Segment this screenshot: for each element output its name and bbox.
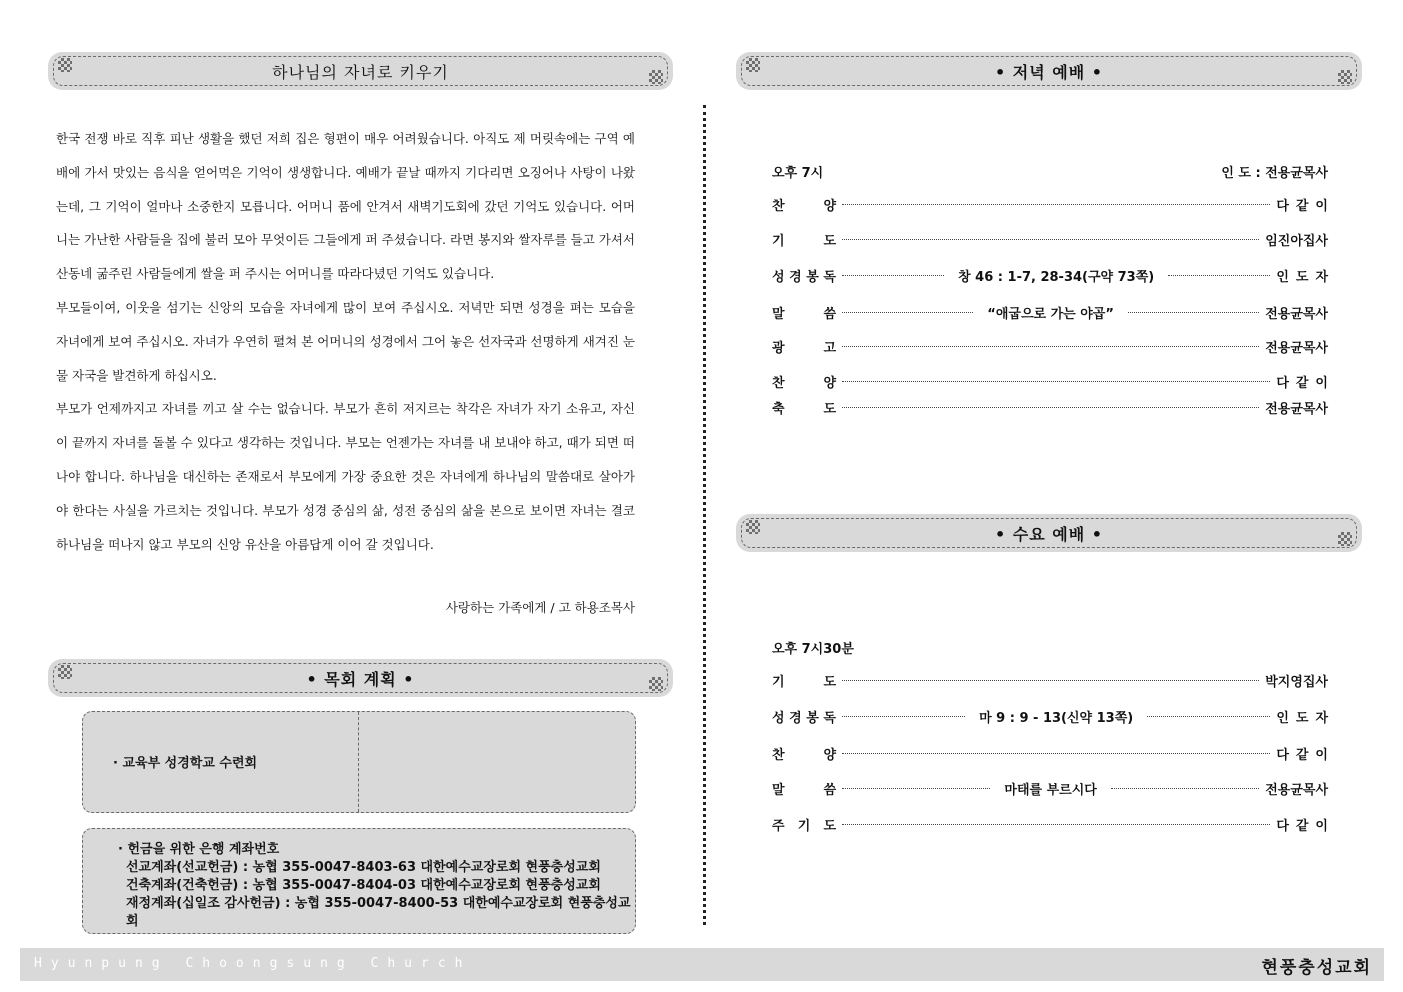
order-label-char: 말 bbox=[772, 306, 785, 322]
dot-leader bbox=[842, 239, 1259, 240]
order-label-char: 축 bbox=[772, 401, 785, 417]
order-label bbox=[772, 707, 836, 726]
bank-heading: · 헌금을 위한 은행 계좌번호 bbox=[118, 842, 280, 857]
order-row bbox=[772, 706, 1336, 726]
order-label-char: 봉 bbox=[806, 269, 819, 285]
order-row bbox=[772, 265, 1336, 285]
evening-title: • 저녁 예배 • bbox=[995, 62, 1103, 82]
order-label-char: 기 bbox=[797, 818, 811, 834]
order-person: 인도자 bbox=[1276, 710, 1336, 726]
order-label bbox=[772, 398, 836, 417]
order-person: 전용균목사 bbox=[1265, 306, 1328, 322]
order-label bbox=[772, 266, 836, 285]
dot-leader bbox=[842, 716, 965, 717]
order-person: 다같이 bbox=[1276, 818, 1335, 834]
order-label-char: 도 bbox=[823, 401, 836, 417]
article-signature: 사랑하는 가족에게 / 고 하용조목사 bbox=[445, 600, 635, 615]
order-label-char: 씀 bbox=[823, 306, 836, 322]
order-person: 다같이 bbox=[1276, 747, 1335, 763]
order-row bbox=[772, 743, 1335, 763]
order-label bbox=[772, 337, 836, 356]
order-row bbox=[772, 302, 1328, 322]
dot-leader bbox=[842, 824, 1270, 825]
order-label bbox=[772, 195, 836, 214]
order-person: 인도자 bbox=[1276, 269, 1336, 285]
order-label bbox=[772, 230, 836, 249]
plan-box bbox=[82, 711, 636, 813]
order-row bbox=[772, 371, 1335, 391]
order-label-char: 씀 bbox=[823, 782, 836, 798]
wednesday-title: • 수요 예배 • bbox=[995, 524, 1103, 544]
order-detail: 창 46 : 1-7, 28-34(구약 73쪽) bbox=[958, 269, 1155, 285]
wednesday-time: 오후 7시30분 bbox=[772, 642, 854, 657]
plan-item: · 교육부 성경학교 수련회 bbox=[113, 756, 258, 771]
order-person: 임진아집사 bbox=[1265, 233, 1328, 249]
evening-banner bbox=[736, 52, 1362, 90]
dot-leader bbox=[842, 204, 1270, 205]
bank-account-mission: 선교계좌(선교헌금) : 농협 355-0047-8403-63 대한예수교장로회 현풍충성교회 bbox=[126, 860, 601, 875]
order-label-char: 찬 bbox=[772, 375, 785, 391]
order-label-char: 도 bbox=[823, 674, 836, 690]
order-label bbox=[772, 303, 836, 322]
order-label bbox=[772, 815, 836, 834]
order-label-char: 기 bbox=[772, 674, 785, 690]
order-person: 전용균목사 bbox=[1265, 340, 1328, 356]
order-label-char: 성 bbox=[772, 710, 785, 726]
order-row bbox=[772, 670, 1328, 690]
dot-leader bbox=[842, 753, 1270, 754]
order-label-char: 독 bbox=[823, 269, 836, 285]
article-paragraph: 부모가 언제까지고 자녀를 끼고 살 수는 없습니다. 부모가 흔히 저지르는 착각은 자녀가 자기 소유고, 자신이 끝까지 자녀를 돌볼 수 있다고 생각하는 것입니다. 부모는 언젠가는 자녀를 내 보내야 하고, 때가 되면 떠나야 합니다. 하나님을 대신하는 존재로서 부모에게 가장 중요한 것은 자녀에게 하나님의 말씀대로 살아가야 한다는 사실을 가르치는 것입니다. 부모가 성경 중심의 삶, 성전 중심의 삶을 본으로 보이면 자녀는 결코 하나님을 떠나지 않고 부모의 신앙 유산을 아름답게 이어 갈 것입니다. bbox=[56, 401, 635, 552]
page-title: 하나님의 자녀로 키우기 bbox=[272, 62, 449, 82]
order-label-char: 양 bbox=[823, 747, 836, 763]
footer-korean-name: 현풍충성교회 bbox=[1261, 958, 1372, 978]
order-detail: “애굽으로 가는 야곱” bbox=[987, 306, 1114, 322]
dot-leader bbox=[842, 680, 1259, 681]
order-row bbox=[772, 397, 1328, 417]
bank-account-building: 건축계좌(건축헌금) : 농협 355-0047-8404-03 대한예수교장로회 현풍충성교회 bbox=[126, 878, 601, 893]
order-label bbox=[772, 744, 836, 763]
order-person: 전용균목사 bbox=[1265, 782, 1329, 798]
order-label-char: 찬 bbox=[772, 747, 785, 763]
order-label bbox=[772, 372, 836, 391]
order-label-char: 주 bbox=[772, 818, 785, 834]
column-divider bbox=[703, 105, 706, 925]
plan-title: • 목회 계획 • bbox=[306, 669, 415, 689]
dot-leader bbox=[842, 275, 944, 276]
bank-box bbox=[82, 828, 636, 934]
article-body bbox=[56, 122, 635, 561]
order-label-char: 말 bbox=[772, 782, 785, 798]
footer-english-name: Hyunpung Choongsung Church bbox=[34, 956, 472, 971]
order-label bbox=[772, 671, 836, 690]
article-paragraph: 한국 전쟁 바로 직후 피난 생활을 했던 저희 집은 형편이 매우 어려웠습니다. 아직도 제 머릿속에는 구역 예배에 가서 맛있는 음식을 얻어먹은 기억이 생생합니다. 예배가 끝날 때까지 기다리면 오징어나 사탕이 나왔는데, 그 기억이 얼마나 소중한지 모릅니다. 어머니 품에 안겨서 새벽기도회에 갔던 기억도 있습니다. 어머니는 가난한 사람들을 집에 불러 모아 무엇이든 그들에게 퍼 주셨습니다. 라면 봉지와 쌀자루를 들고 가셔서 산동네 굶주린 사람들에게 쌀을 퍼 주시는 어머니를 따라다녔던 기억도 있습니다. bbox=[56, 131, 635, 282]
order-label-char: 독 bbox=[823, 710, 836, 726]
main-title-banner bbox=[48, 52, 673, 90]
order-label-char: 양 bbox=[823, 198, 836, 214]
dot-leader bbox=[1168, 275, 1270, 276]
order-row bbox=[772, 336, 1328, 356]
dot-leader bbox=[1111, 788, 1259, 789]
evening-leader: 인 도 : 전용균목사 bbox=[1221, 166, 1328, 181]
order-label-char: 경 bbox=[789, 710, 802, 726]
order-detail: 마 9 : 9 - 13(신약 13쪽) bbox=[979, 710, 1134, 726]
dot-leader bbox=[1128, 312, 1259, 313]
order-label-char: 경 bbox=[789, 269, 802, 285]
plan-divider bbox=[358, 712, 359, 812]
dot-leader bbox=[842, 381, 1270, 382]
order-label-char: 도 bbox=[823, 818, 836, 834]
order-person: 전용균목사 bbox=[1265, 401, 1328, 417]
order-label bbox=[772, 779, 836, 798]
order-person: 다같이 bbox=[1276, 198, 1335, 214]
wednesday-banner bbox=[736, 514, 1362, 552]
plan-banner bbox=[48, 659, 673, 697]
order-detail: 마태를 부르시다 bbox=[1004, 782, 1097, 798]
order-label-char: 양 bbox=[823, 375, 836, 391]
order-label-char: 성 bbox=[772, 269, 785, 285]
order-person: 박지영집사 bbox=[1265, 674, 1328, 690]
order-label-char: 고 bbox=[823, 340, 836, 356]
order-row bbox=[772, 778, 1328, 798]
order-row bbox=[772, 229, 1328, 249]
dot-leader bbox=[1147, 716, 1270, 717]
dot-leader bbox=[842, 346, 1259, 347]
dot-leader bbox=[842, 312, 973, 313]
order-row bbox=[772, 814, 1335, 834]
order-person: 다같이 bbox=[1276, 375, 1335, 391]
order-label-char: 기 bbox=[772, 233, 785, 249]
evening-time: 오후 7시 bbox=[772, 166, 824, 181]
order-label-char: 찬 bbox=[772, 198, 785, 214]
dot-leader bbox=[842, 788, 990, 789]
bank-account-finance: 재정계좌(십일조 감사헌금) : 농협 355-0047-8400-53 대한예수교장로회 현풍충성교회 bbox=[126, 896, 631, 929]
order-label-char: 봉 bbox=[806, 710, 819, 726]
footer-bar bbox=[20, 948, 1384, 981]
article-paragraph: 부모들이여, 이웃을 섬기는 신앙의 모습을 자녀에게 많이 보여 주십시오. 저녁만 되면 성경을 펴는 모습을 자녀에게 보여 주십시오. 자녀가 우연히 펼쳐 본 어머니의 성경에서 그어 놓은 선자국과 선명하게 새겨진 눈물 자국을 발견하게 하십시오. bbox=[56, 299, 635, 383]
order-label-char: 광 bbox=[772, 340, 785, 356]
dot-leader bbox=[842, 407, 1259, 408]
order-label-char: 도 bbox=[823, 233, 836, 249]
order-row bbox=[772, 194, 1335, 214]
